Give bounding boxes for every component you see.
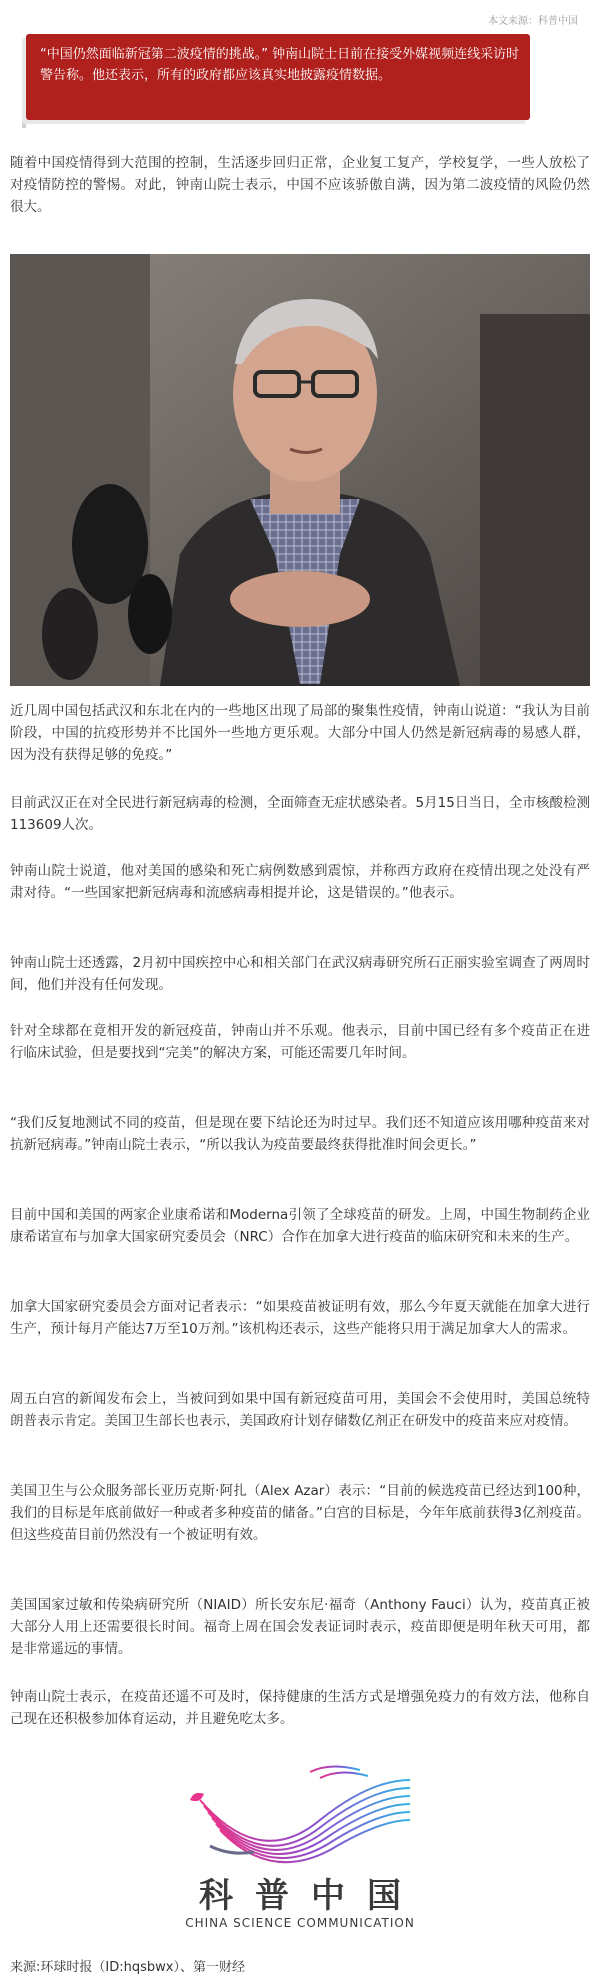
paragraph: 美国国家过敏和传染病研究所（NIAID）所长安东尼·福奇（Anthony Fauci）认为，疫苗真正被大部分人用上还需要很长时间。福奇上周在国会发表证词时表示，疫苗即便是明年秋天可用，都是非常遥远的事情。 xyxy=(10,1597,590,1657)
paragraph: 钟南山院士说道，他对美国的感染和死亡病例数感到震惊，并称西方政府在疫情出现之处没有严肃对待。“一些国家把新冠病毒和流感病毒相提并论，这是错误的。”他表示。 xyxy=(10,863,590,901)
logo-chinese-text: 科普中国 xyxy=(199,1876,423,1916)
paragraph: “我们反复地测试不同的疫苗，但是现在要下结论还为时过早。我们还不知道应该用哪种疫苗来对抗新冠病毒。”钟南山院士表示，“所以我认为疫苗要最终获得批准时间会更长。” xyxy=(10,1115,590,1153)
paragraph: 近几周中国包括武汉和东北在内的一些地区出现了局部的聚集性疫情，钟南山说道：“我认为目前阶段，中国的抗疫形势并不比国外一些地方更乐观。大部分中国人仍然是新冠病毒的易感人群，因为没有获得足够的免疫。” xyxy=(10,703,590,763)
paragraph: 钟南山院士表示，在疫苗还遥不可及时，保持健康的生活方式是增强免疫力的有效方法，他称自己现在还积极参加体育运动，并且避免吃太多。 xyxy=(10,1689,590,1727)
portrait-photo xyxy=(10,254,590,686)
paragraph: 针对全球都在竟相开发的新冠疫苗，钟南山并不乐观。他表示，目前中国已经有多个疫苗正在进行临床试验，但是要找到“完美”的解决方案，可能还需要几年时间。 xyxy=(10,1023,590,1061)
logo-english-text: CHINA SCIENCE COMMUNICATION xyxy=(185,1916,415,1930)
paragraph: 美国卫生与公众服务部长亚历克斯·阿扎（Alex Azar）表示：“目前的候选疫苗已经达到100种，我们的目标是年底前做好一种或者多种疫苗的储备。”白宫的目标是，今年年底前获得3亿剂疫苗。但这些疫苗目前仍然没有一个被证明有效。 xyxy=(10,1483,590,1543)
paragraph: 随着中国疫情得到大范围的控制，生活逐步回归正常，企业复工复产，学校复学，一些人放松了对疫情防控的警惕。对此，钟南山院士表示，中国不应该骄傲自满，因为第二波疫情的风险仍然很大。 xyxy=(10,155,590,215)
quote-callout xyxy=(26,34,530,120)
footer-source: 来源:环球时报（ID:hqsbwx）、第一财经 xyxy=(10,1960,245,1975)
paragraph: 钟南山院士还透露，2月初中国疾控中心和相关部门在武汉病毒研究所石正丽实验室调查了两周时间，他们并没有任何发现。 xyxy=(10,955,590,993)
logo-wave-icon xyxy=(170,1760,430,1870)
paragraph: 加拿大国家研究委员会方面对记者表示：“如果疫苗被证明有效，那么今年夏天就能在加拿大进行生产，预计每月产能达7万至10万剂。”该机构还表示，这些产能将只用于满足加拿大人的需求。 xyxy=(10,1299,590,1337)
paragraph: 周五白宫的新闻发布会上，当被问到如果中国有新冠疫苗可用，美国会不会使用时，美国总统特朗普表示肯定。美国卫生部长也表示，美国政府计划存储数亿剂正在研发中的疫苗来应对疫情。 xyxy=(10,1391,590,1429)
portrait-illustration xyxy=(10,254,590,686)
source-label: 本文来源：科普中国 xyxy=(488,16,578,27)
china-science-logo xyxy=(170,1760,430,1945)
paragraph: 目前中国和美国的两家企业康希诺和Moderna引领了全球疫苗的研发。上周，中国生物制药企业康希诺宣布与加拿大国家研究委员会（NRC）合作在加拿大进行疫苗的临床研究和未来的生产。 xyxy=(10,1207,590,1245)
paragraph: 目前武汉正在对全民进行新冠病毒的检测，全面筛查无症状感染者。5月15日当日，全市核酸检测113609人次。 xyxy=(10,795,590,833)
callout-text: “中国仍然面临新冠第二波疫情的挑战。” 钟南山院士日前在接受外媒视频连线采访时警告称。他还表示，所有的政府都应该真实地披露疫情数据。 xyxy=(40,47,520,83)
